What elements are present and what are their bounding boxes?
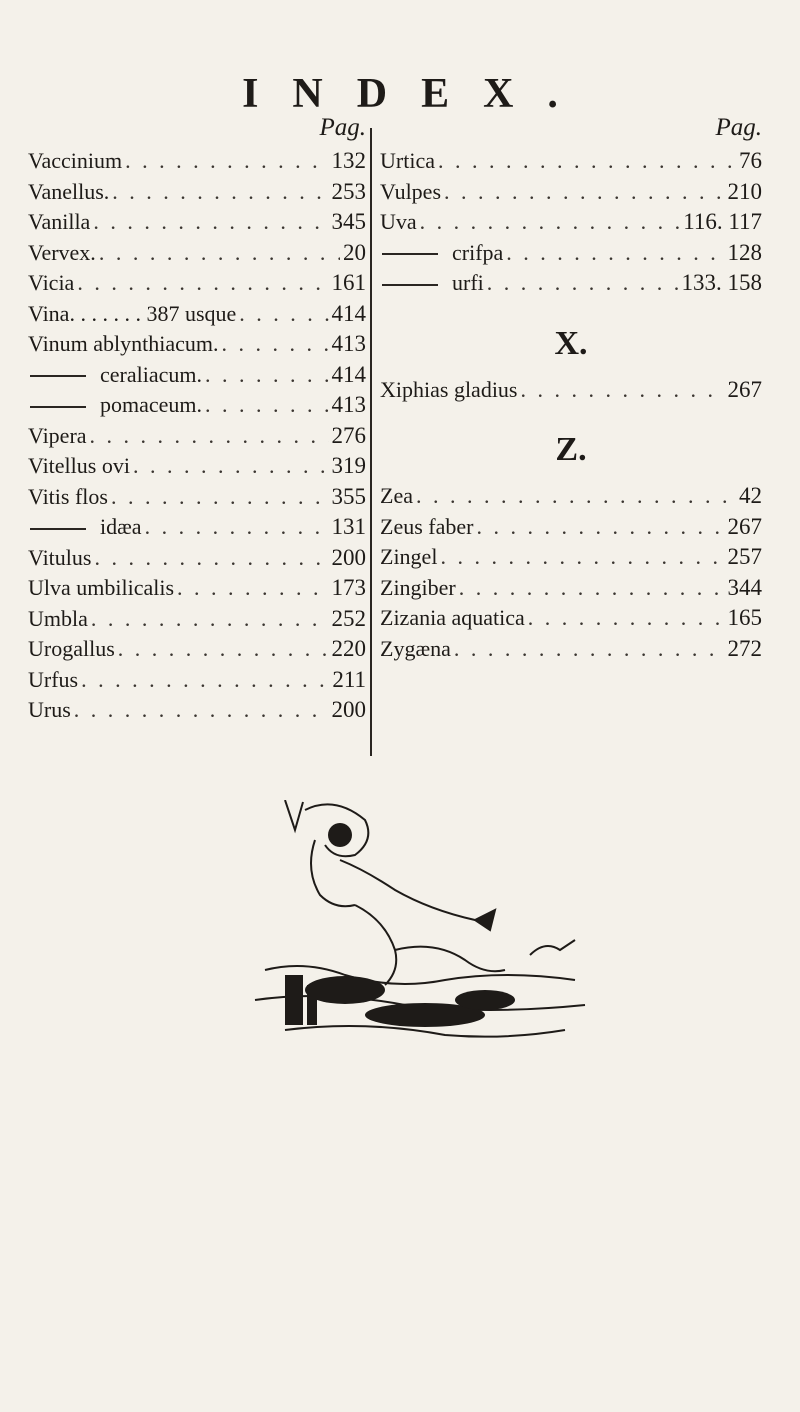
entry-term xyxy=(28,634,115,665)
index-entry xyxy=(380,542,762,573)
column-divider xyxy=(370,128,372,756)
index-entry xyxy=(28,573,366,604)
entry-term-text: Urtica xyxy=(380,148,435,173)
page-number: 413 xyxy=(331,331,366,356)
entry-term xyxy=(28,573,174,604)
page-number: 272 xyxy=(727,635,762,661)
index-entry xyxy=(28,665,366,696)
index-entry xyxy=(28,177,366,208)
section-heading-z: Z. xyxy=(555,431,587,468)
index-entry xyxy=(28,695,366,726)
leader-dots xyxy=(438,146,736,177)
leader-dots xyxy=(133,451,329,482)
entry-term xyxy=(28,482,108,513)
page-number: 319 xyxy=(331,453,366,478)
page-number: 267 xyxy=(727,376,762,402)
page-number: 257 xyxy=(727,544,762,569)
index-list-u xyxy=(380,146,762,299)
entry-term xyxy=(380,603,525,634)
page-number: 132 xyxy=(331,148,366,173)
entry-term xyxy=(380,481,413,512)
leader-dots xyxy=(528,603,725,634)
left-column xyxy=(28,110,366,726)
leader-dots xyxy=(476,512,724,543)
ditto-dash xyxy=(30,406,86,408)
page-number: 253 xyxy=(331,178,366,204)
page-number: 116. 117 xyxy=(683,209,762,234)
index-entry xyxy=(380,375,762,406)
index-entry xyxy=(380,481,762,512)
leader-dots xyxy=(239,299,328,330)
leader-dots xyxy=(420,207,681,238)
entry-term xyxy=(28,390,202,421)
index-entry xyxy=(380,603,762,634)
page-number: 267 xyxy=(727,513,762,539)
entry-term-text: Vitis flos xyxy=(28,483,108,509)
ditto-dash xyxy=(30,528,86,530)
entry-term-text: Vanellus. xyxy=(28,178,110,204)
entry-term-text: crifpa xyxy=(452,239,504,265)
page-number: 161 xyxy=(331,270,366,295)
leader-dots xyxy=(506,238,724,269)
index-list-x xyxy=(380,375,762,406)
index-entry xyxy=(28,360,366,391)
entry-term-text: Vervex. xyxy=(28,239,96,265)
ditto-dash xyxy=(382,284,438,286)
index-entry xyxy=(380,573,762,604)
index-entry xyxy=(380,268,762,299)
page-number: 414 xyxy=(331,300,366,326)
page-number: 131 xyxy=(331,514,366,539)
entry-term-text: Vinum ablynthiacum. xyxy=(28,331,219,356)
entry-term xyxy=(380,268,484,299)
entry-term-text: Uva xyxy=(380,209,417,234)
entry-term xyxy=(380,512,473,543)
entry-term-text: Zingiber xyxy=(380,574,456,600)
entry-term xyxy=(28,329,219,360)
entry-term-text: Zizania aquatica xyxy=(380,605,525,630)
entry-term xyxy=(28,360,202,391)
index-entry xyxy=(380,634,762,665)
pag-header: Pag. xyxy=(715,114,762,141)
leader-dots xyxy=(93,207,328,238)
index-entry xyxy=(28,146,366,177)
leader-dots xyxy=(145,512,329,543)
entry-term xyxy=(380,542,437,573)
entry-term-text: idæa xyxy=(100,514,142,539)
entry-term xyxy=(380,375,518,406)
leader-dots xyxy=(112,177,328,208)
page-number: 276 xyxy=(331,422,366,448)
leader-dots xyxy=(77,268,328,299)
entry-term-text: Vitulus xyxy=(28,544,92,570)
page-number: 200 xyxy=(331,544,366,570)
leader-dots xyxy=(222,329,329,360)
leader-dots xyxy=(111,482,329,513)
entry-term xyxy=(28,268,74,299)
entry-term xyxy=(380,634,451,665)
page-number: 165 xyxy=(727,605,762,630)
leader-dots xyxy=(205,360,329,391)
leader-dots xyxy=(90,421,329,452)
index-list-z xyxy=(380,481,762,664)
index-entry xyxy=(380,207,762,238)
entry-term-text: Vitellus ovi xyxy=(28,453,130,478)
index-list-v-u xyxy=(28,146,366,726)
entry-term-text: Vina. . . . . . . 387 usque xyxy=(28,300,237,326)
entry-term xyxy=(28,177,109,208)
index-entry xyxy=(28,390,366,421)
entry-term-text: Urogallus xyxy=(28,636,115,661)
leader-dots xyxy=(99,238,340,269)
page-number: 133. 158 xyxy=(681,270,762,295)
leader-dots xyxy=(416,481,736,512)
leader-dots xyxy=(94,543,328,574)
entry-term xyxy=(28,146,122,177)
ditto-dash xyxy=(30,375,86,377)
page-number: 413 xyxy=(331,392,366,417)
leader-dots xyxy=(177,573,328,604)
entry-term-text: Vanilla xyxy=(28,209,91,234)
index-entry xyxy=(380,512,762,543)
entry-term-text: ceraliacum. xyxy=(100,361,202,387)
index-entry xyxy=(28,543,366,574)
entry-term-text: pomaceum. xyxy=(100,392,203,417)
entry-term-text: Urus xyxy=(28,697,71,722)
leader-dots xyxy=(118,634,329,665)
page-number: 252 xyxy=(331,605,366,631)
page-number: 345 xyxy=(331,209,366,234)
leader-dots xyxy=(440,542,724,573)
index-entry xyxy=(380,146,762,177)
entry-term xyxy=(28,207,90,238)
entry-term xyxy=(28,451,130,482)
index-entry xyxy=(28,299,366,330)
page-number: 344 xyxy=(727,574,762,600)
entry-term xyxy=(28,421,87,452)
page-number: 173 xyxy=(331,575,366,600)
leader-dots xyxy=(521,375,725,406)
index-entry xyxy=(28,207,366,238)
entry-term xyxy=(380,177,441,208)
page-number: 76 xyxy=(739,148,762,173)
index-entry xyxy=(28,482,366,513)
entry-term xyxy=(28,665,78,696)
pag-header: Pag. xyxy=(319,114,366,141)
entry-term xyxy=(380,573,456,604)
leader-dots xyxy=(81,665,329,696)
entry-term xyxy=(28,695,71,726)
leader-dots xyxy=(454,634,725,665)
right-column xyxy=(380,110,762,664)
entry-term-text: Ulva umbilicalis xyxy=(28,575,175,600)
entry-term xyxy=(380,238,503,269)
leader-dots xyxy=(205,390,328,421)
leader-dots xyxy=(74,695,329,726)
leader-dots xyxy=(125,146,328,177)
page-number: 200 xyxy=(331,697,366,722)
page-number: 211 xyxy=(332,666,366,692)
page-title: INDEX. xyxy=(242,71,592,117)
entry-term xyxy=(28,543,91,574)
entry-term xyxy=(28,512,142,543)
index-entry xyxy=(28,604,366,635)
entry-term-text: Vaccinium xyxy=(28,148,123,173)
index-entry xyxy=(28,634,366,665)
index-entry xyxy=(28,329,366,360)
leader-dots xyxy=(444,177,724,208)
page-number: 210 xyxy=(727,178,762,204)
entry-term-text: Urfus xyxy=(28,666,79,692)
leader-dots xyxy=(487,268,679,299)
page-number: 220 xyxy=(331,636,366,661)
index-entry xyxy=(28,512,366,543)
entry-term xyxy=(380,146,435,177)
index-entry xyxy=(28,451,366,482)
page-number: 42 xyxy=(739,483,762,508)
entry-term-text: Umbla xyxy=(28,605,88,631)
entry-term xyxy=(380,207,417,238)
entry-term-text: Vipera xyxy=(28,422,87,448)
entry-term-text: Zea xyxy=(380,483,413,508)
index-entry xyxy=(380,238,762,269)
entry-term-text: Zeus faber xyxy=(380,513,474,539)
entry-term xyxy=(28,604,88,635)
entry-term xyxy=(28,238,96,269)
index-entry xyxy=(380,177,762,208)
page-number: 20 xyxy=(343,239,366,265)
entry-term-text: Vulpes xyxy=(380,178,442,204)
index-entry xyxy=(28,238,366,269)
leader-dots xyxy=(91,604,329,635)
putto-vignette-icon xyxy=(245,800,605,1060)
index-entry xyxy=(28,421,366,452)
entry-term-text: Vicia xyxy=(28,270,75,295)
entry-term-text: Zingel xyxy=(380,544,438,569)
section-heading-x: X. xyxy=(554,324,588,362)
entry-term xyxy=(28,299,236,330)
leader-dots xyxy=(459,573,725,604)
index-entry xyxy=(28,268,366,299)
page-number: 355 xyxy=(331,483,366,509)
page-number: 128 xyxy=(727,239,762,265)
ditto-dash xyxy=(382,253,438,255)
entry-term-text: urfi xyxy=(452,270,484,295)
entry-term-text: Zygæna xyxy=(380,635,451,661)
entry-term-text: Xiphias gladius xyxy=(380,376,518,402)
page-number: 414 xyxy=(331,361,366,387)
